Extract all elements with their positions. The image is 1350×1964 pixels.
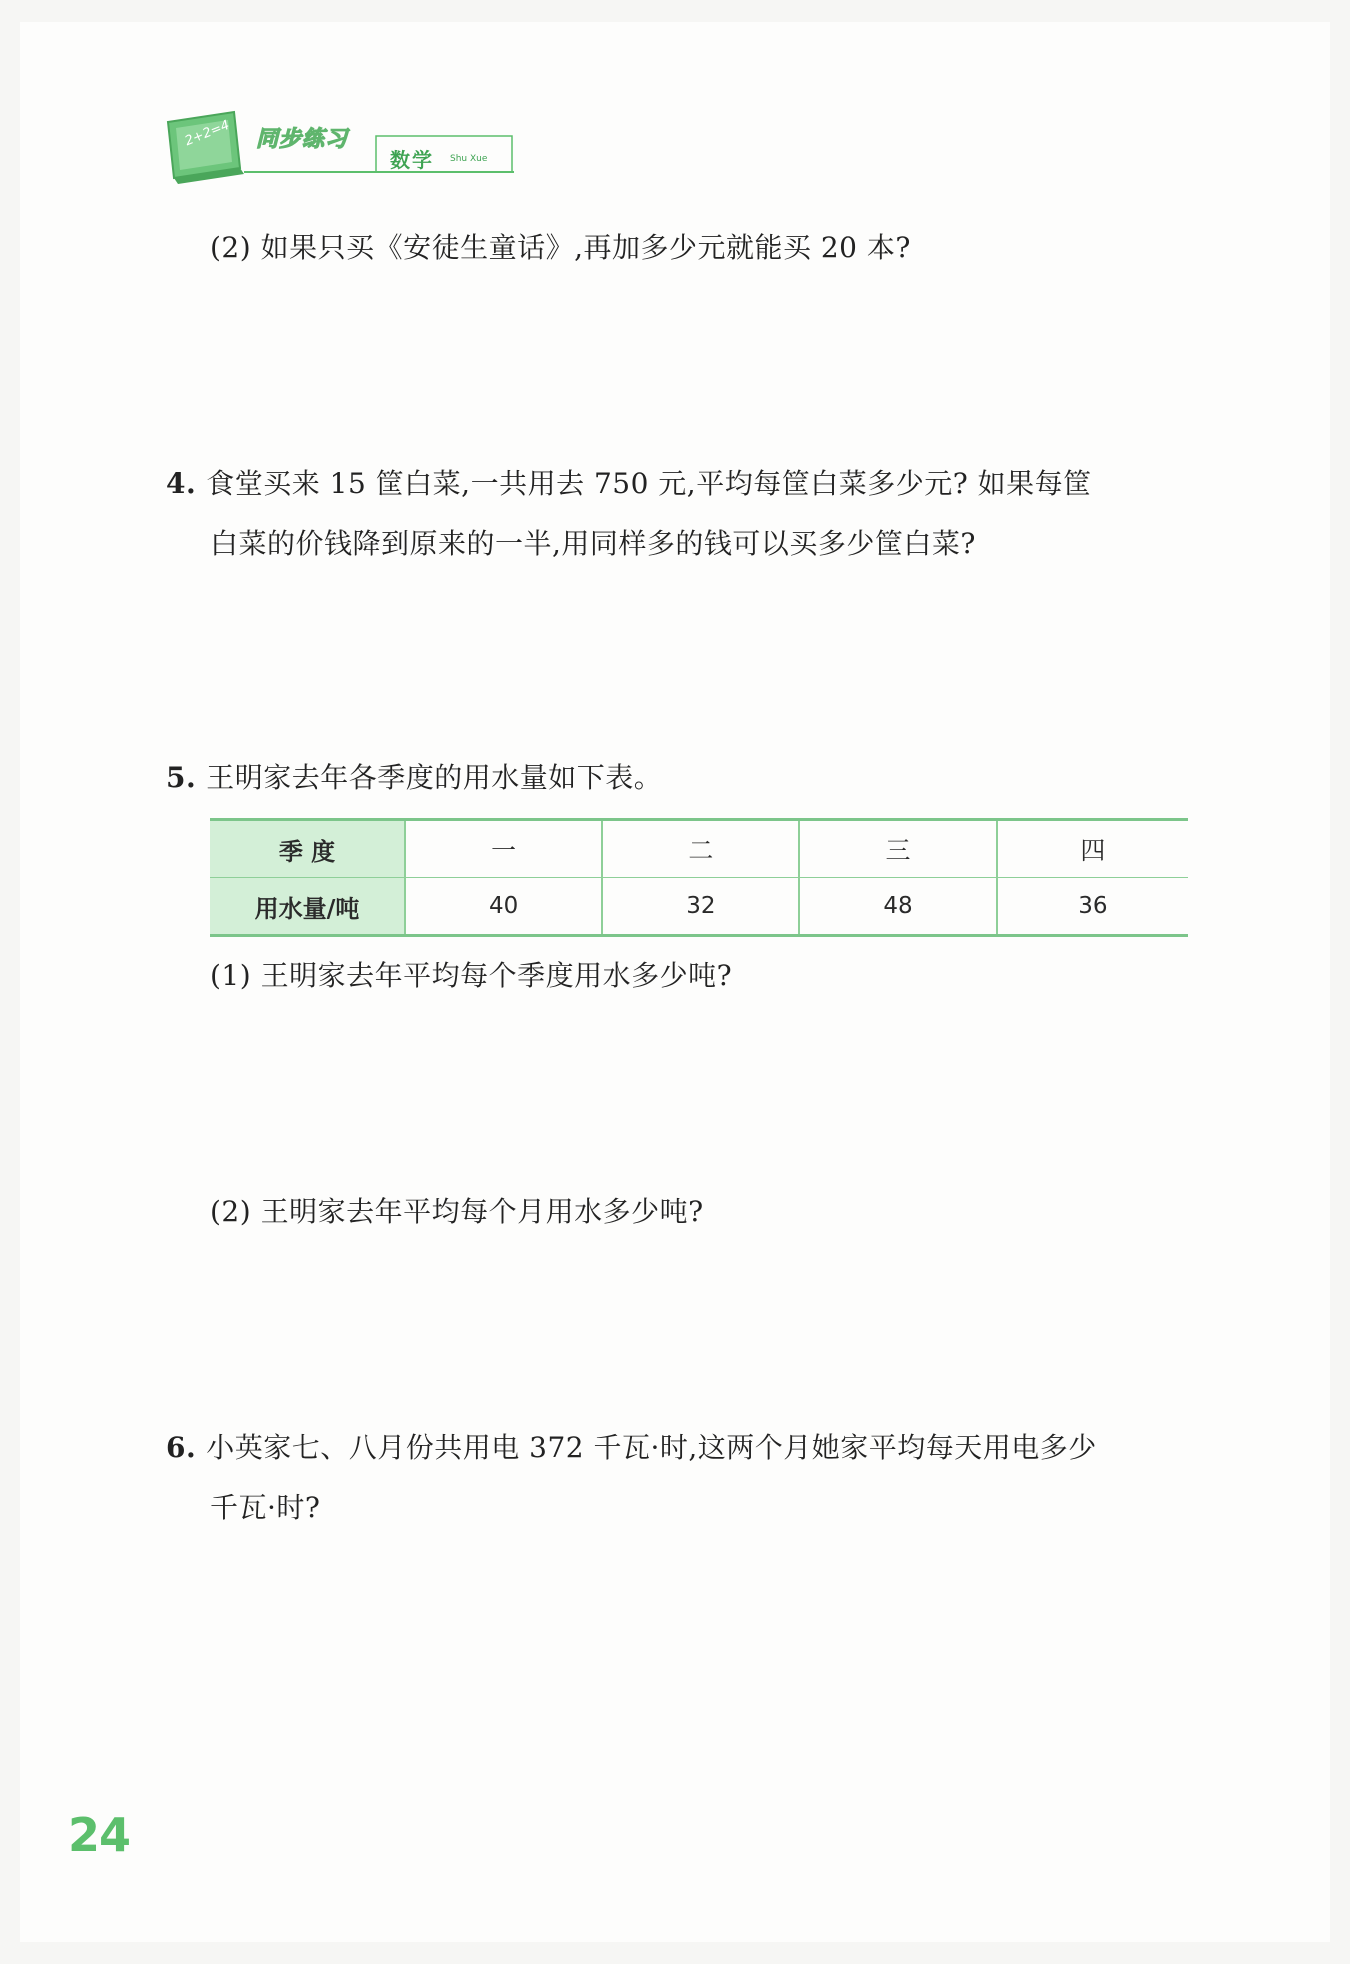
- q5-number: 5.: [166, 761, 197, 794]
- q5-intro-text: 王明家去年各季度的用水量如下表。: [206, 761, 663, 794]
- q4-number: 4.: [166, 467, 197, 500]
- board-text: 2+2=4: [182, 117, 232, 150]
- water-usage-table: [210, 818, 1188, 937]
- season-cell-4: 四: [997, 820, 1188, 878]
- series-title: 同步练习: [256, 127, 349, 152]
- subject-title: 数学: [390, 148, 434, 172]
- season-cell-1: 一: [405, 820, 602, 878]
- q5-part2-text: (2) 王明家去年平均每个月用水多少吨?: [210, 1195, 704, 1228]
- usage-header-cell: 用水量/吨: [210, 878, 405, 936]
- usage-value-1: 40: [405, 878, 602, 936]
- table-header-row: [210, 820, 1188, 878]
- page-header: [164, 108, 524, 184]
- q4-line2: 白菜的价钱降到原来的一半,用同样多的钱可以买多少筐白菜?: [210, 527, 976, 560]
- usage-value-2: 32: [602, 878, 799, 936]
- q6-number: 6.: [166, 1431, 197, 1464]
- q3-part2-text: (2) 如果只买《安徒生童话》,再加多少元就能买 20 本?: [210, 231, 911, 264]
- q4-line1-text: 食堂买来 15 筐白菜,一共用去 750 元,平均每筐白菜多少元? 如果每筐: [206, 467, 1092, 500]
- page-number: 24: [68, 1808, 131, 1862]
- q4-line1: [166, 464, 1092, 504]
- q5-intro-line: [166, 758, 662, 798]
- q6-line1: [166, 1428, 1097, 1468]
- usage-value-3: 48: [799, 878, 996, 936]
- table-data-row: [210, 878, 1188, 936]
- q6-line2: 千瓦·时?: [210, 1491, 321, 1524]
- subject-pinyin: Shu Xue: [450, 154, 488, 164]
- usage-value-4: 36: [997, 878, 1188, 936]
- season-header-cell: 季 度: [210, 820, 405, 878]
- season-cell-2: 二: [602, 820, 799, 878]
- season-cell-3: 三: [799, 820, 996, 878]
- q5-part1-text: (1) 王明家去年平均每个季度用水多少吨?: [210, 959, 733, 992]
- q6-line1-text: 小英家七、八月份共用电 372 千瓦·时,这两个月她家平均每天用电多少: [206, 1431, 1097, 1464]
